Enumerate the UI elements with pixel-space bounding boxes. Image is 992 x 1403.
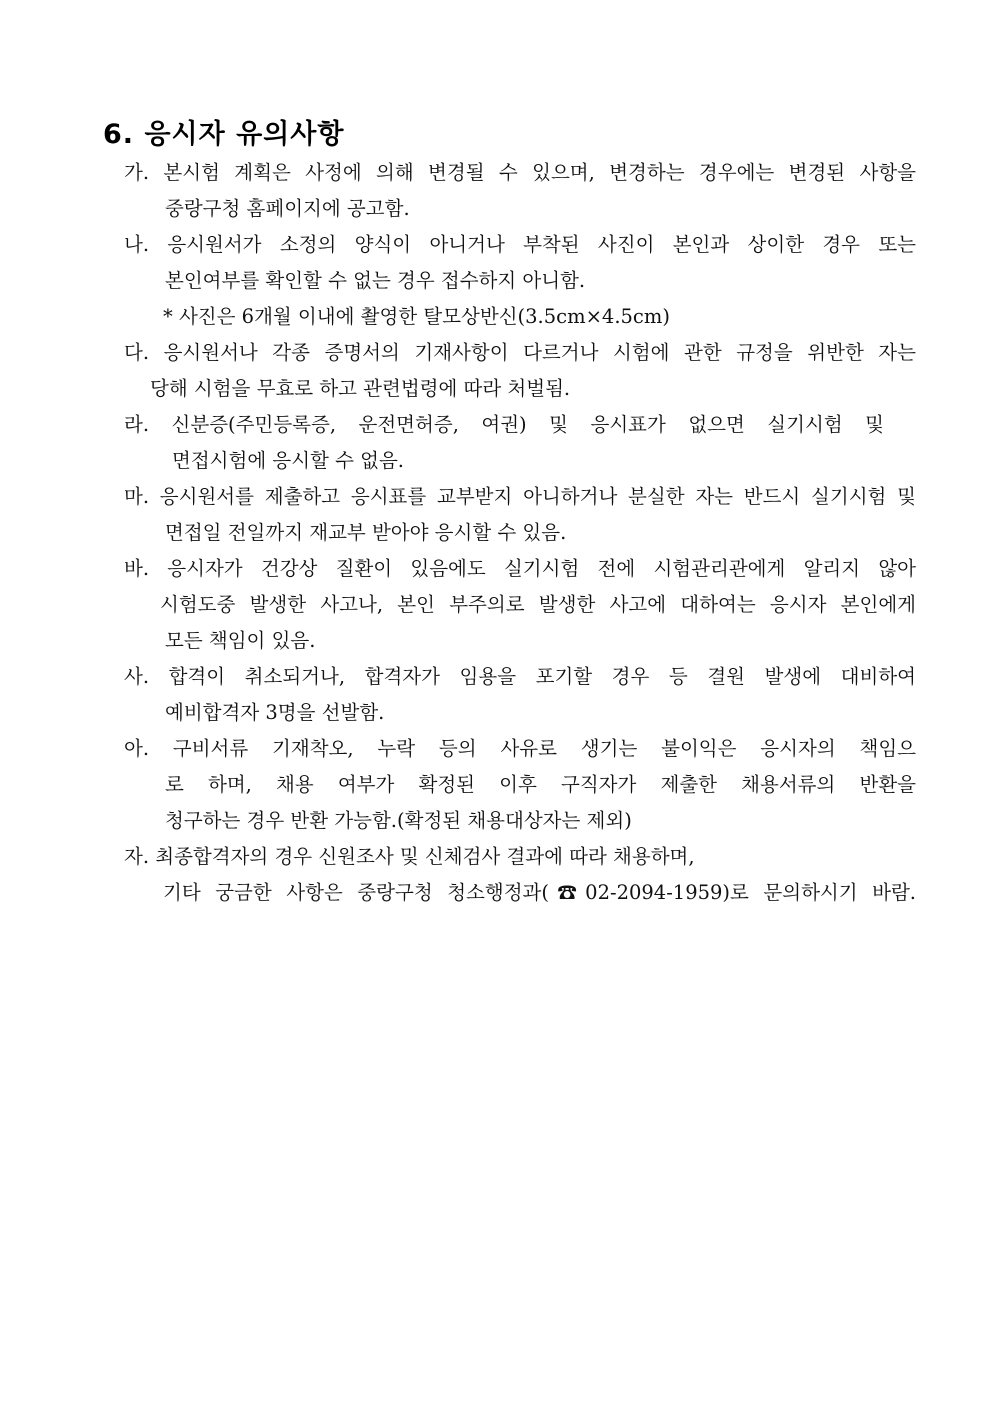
item-ga-line-2: 중랑구청 홈페이지에 공고함. [165, 197, 410, 220]
item-ja-line-1: 자. 최종합격자의 경우 신원조사 및 신체검사 결과에 따라 채용하며, [124, 845, 695, 868]
item-a-line-3: 청구하는 경우 반환 가능함.(확정된 채용대상자는 제외) [165, 809, 632, 832]
item-sa-line-2: 예비합격자 3명을 선발함. [165, 701, 385, 724]
item-a-line-2: 로 하며, 채용 여부가 확정된 이후 구직자가 제출한 채용서류의 반환을 [165, 773, 916, 796]
item-ra-line-2: 면접시험에 응시할 수 없음. [172, 449, 405, 472]
section-heading: 6. 응시자 유의사항 [103, 119, 345, 150]
item-sa-line-1: 사. 합격이 취소되거나, 합격자가 임용을 포기할 경우 등 결원 발생에 대비하여 [124, 665, 916, 688]
item-da-line-1: 다. 응시원서나 각종 증명서의 기재사항이 다르거나 시험에 관한 규정을 위반한 자는 [124, 341, 916, 364]
item-ma-line-2: 면접일 전일까지 재교부 받아야 응시할 수 있음. [165, 521, 567, 544]
item-da-line-2: 당해 시험을 무효로 하고 관련법령에 따라 처벌됨. [150, 377, 571, 400]
item-a-line-1: 아. 구비서류 기재착오, 누락 등의 사유로 생기는 불이익은 응시자의 책임으 [124, 737, 916, 760]
item-na-photo-note: * 사진은 6개월 이내에 촬영한 탈모상반신(3.5cm×4.5cm) [163, 305, 670, 328]
item-ra-line-1: 라. 신분증(주민등록증, 운전면허증, 여권) 및 응시표가 없으면 실기시험 및 [124, 413, 884, 436]
item-ba-line-3: 모든 책임이 있음. [165, 629, 316, 652]
item-ja-line-2: 기타 궁금한 사항은 중랑구청 청소행정과(☎02-2094-1959)로 문의하시기 바람. [163, 881, 916, 904]
item-ma-line-1: 마. 응시원서를 제출하고 응시표를 교부받지 아니하거나 분실한 자는 반드시 실기시험 및 [124, 485, 916, 508]
item-ba-line-1: 바. 응시자가 건강상 질환이 있음에도 실기시험 전에 시험관리관에게 알리지 않아 [124, 557, 916, 580]
item-na-line-1: 나. 응시원서가 소정의 양식이 아니거나 부착된 사진이 본인과 상이한 경우 또는 [124, 233, 916, 256]
item-na-line-2: 본인여부를 확인할 수 없는 경우 접수하지 아니함. [165, 269, 586, 292]
item-ga-line-1: 가. 본시험 계획은 사정에 의해 변경될 수 있으며, 변경하는 경우에는 변경된 사항을 [124, 161, 916, 184]
item-ba-line-2: 시험도중 발생한 사고나, 본인 부주의로 발생한 사고에 대하여는 응시자 본인에게 [160, 593, 916, 616]
